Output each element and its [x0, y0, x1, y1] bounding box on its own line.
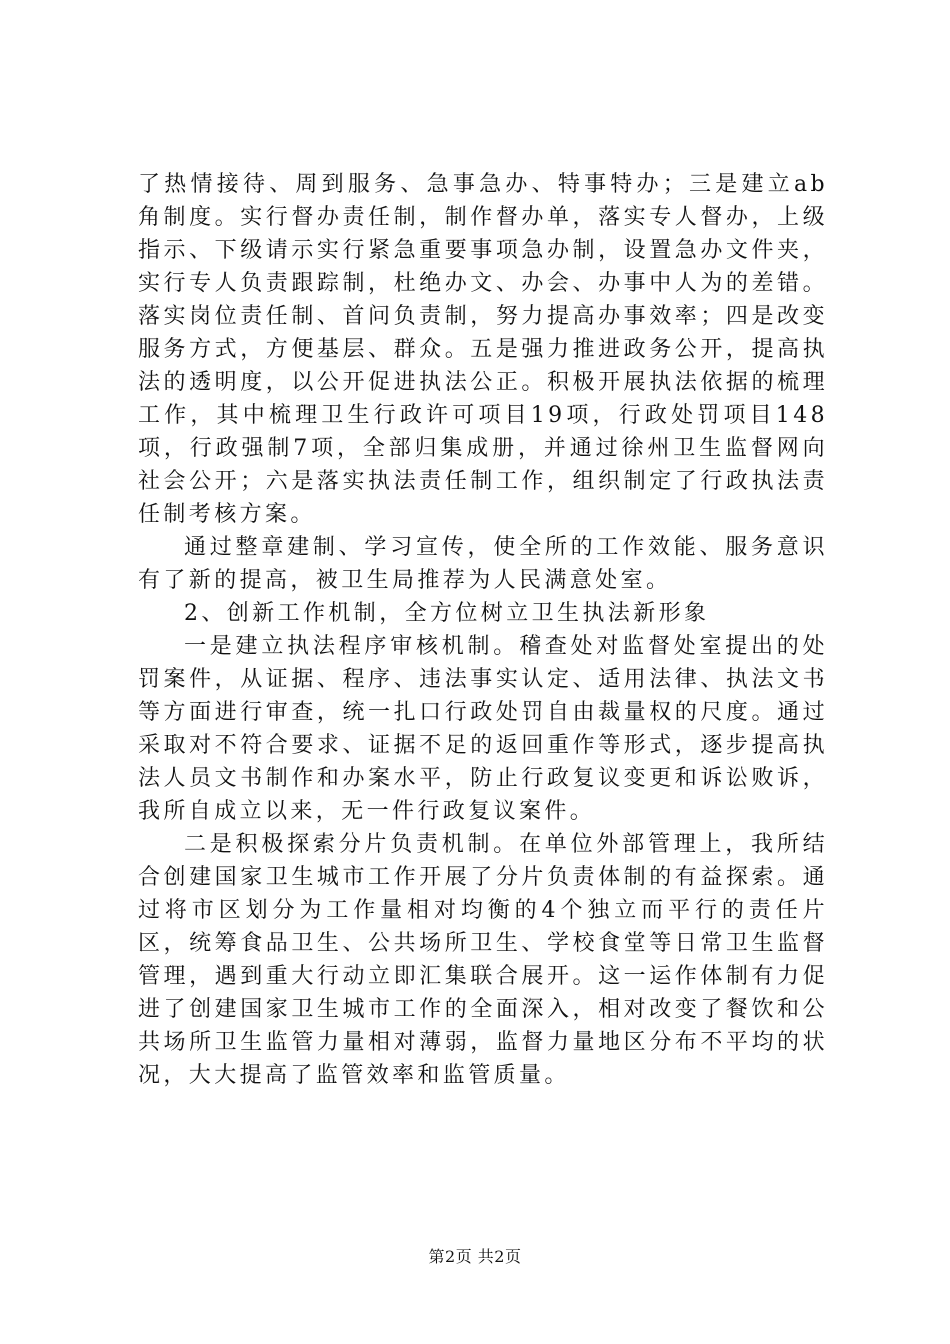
- document-body: [138, 168, 828, 1092]
- paragraph-3: 一是建立执法程序审核机制。稽查处对监督处室提出的处罚案件，从证据、程序、违法事实认定、适用法律、执法文书等方面进行审查，统一扎口行政处罚自由裁量权的尺度。通过采取对不符合要求、证据不足的返回重作等形式，逐步提高执法人员文书制作和办案水平，防止行政复议变更和诉讼败诉，我所自成立以来，无一件行政复议案件。: [138, 634, 828, 824]
- paragraph-2: 通过整章建制、学习宣传，使全所的工作效能、服务意识有了新的提高，被卫生局推荐为人民满意处室。: [138, 535, 828, 593]
- page-footer: 第2页 共2页: [428, 1247, 522, 1266]
- section-heading: 2、创新工作机制，全方位树立卫生执法新形象: [184, 601, 710, 626]
- paragraph-4: 二是积极探索分片负责机制。在单位外部管理上，我所结合创建国家卫生城市工作开展了分片负责体制的有益探索。通过将市区划分为工作量相对均衡的4个独立而平行的责任片区，统筹食品卫生、公共场所卫生、学校食堂等日常卫生监督管理，遇到重大行动立即汇集联合展开。这一运作体制有力促进了创建国家卫生城市工作的全面深入，相对改变了餐饮和公共场所卫生监管力量相对薄弱，监督力量地区分布不平均的状况，大大提高了监管效率和监管质量。: [138, 832, 828, 1088]
- paragraph-1: 了热情接待、周到服务、急事急办、特事特办；三是建立ab角制度。实行督办责任制，制作督办单，落实专人督办，上级指示、下级请示实行紧急重要事项急办制，设置急办文件夹，实行专人负责跟踪制，杜绝办文、办会、办事中人为的差错。落实岗位责任制、首问负责制，努力提高办事效率；四是改变服务方式，方便基层、群众。五是强力推进政务公开，提高执法的透明度，以公开促进执法公正。积极开展执法依据的梳理工作，其中梳理卫生行政许可项目19项，行政处罚项目148项，行政强制7项，全部归集成册，并通过徐州卫生监督网向社会公开；六是落实执法责任制工作，组织制定了行政执法责任制考核方案。: [138, 172, 828, 527]
